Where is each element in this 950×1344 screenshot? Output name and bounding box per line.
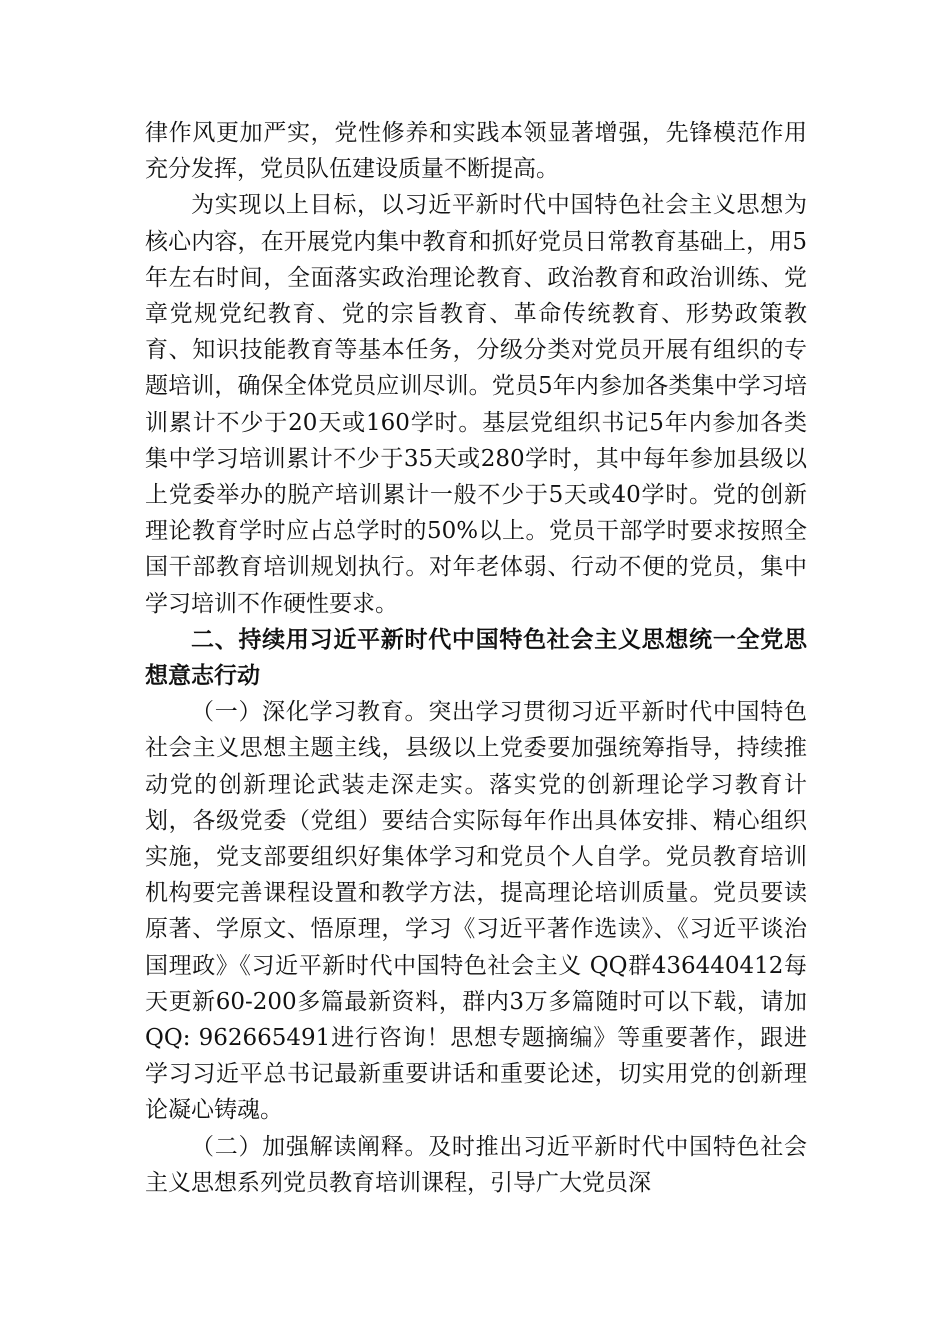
paragraph-interpretation: （二）加强解读阐释。及时推出习近平新时代中国特色社会主义思想系列党员教育培训课程，引导广大党员深: [145, 1133, 807, 1196]
section-heading-2: 二、持续用习近平新时代中国特色社会主义思想统一全党思想意志行动: [145, 626, 807, 690]
document-body: [145, 115, 807, 1201]
paragraph-goals: 为实现以上目标，以习近平新时代中国特色社会主义思想为核心内容，在开展党内集中教育和抓好党员日常教育基础上，用5年左右时间，全面落实政治理论教育、政治教育和政治训练、党章党规党纪教育、党的宗旨教育、革命传统教育、形势政策教育、知识技能教育等基本任务，分级分类对党员开展有组织的专题培训，确保全体党员应训尽训。党员5年内参加各类集中学习培训累计不少于20天或160学时。基层党组织书记5年内参加各类集中学习培训累计不少于35天或280学时，其中每年参加县级以上党委举办的脱产培训累计一般不少于5天或40学时。党的创新理论教育学时应占总学时的50%以上。党员干部学时要求按照全国干部教育培训规划执行。对年老体弱、行动不便的党员，集中学习培训不作硬性要求。: [145, 192, 807, 617]
paragraph-deepen-study: （一）深化学习教育。突出学习贯彻习近平新时代中国特色社会主义思想主题主线，县级以上党委要加强统筹指导，持续推动党的创新理论武装走深走实。落实党的创新理论学习教育计划，各级党委（党组）要结合实际每年作出具体安排、精心组织实施，党支部要组织好集体学习和党员个人自学。党员教育培训机构要完善课程设置和教学方法，提高理论培训质量。党员要读原著、学原文、悟原理，学习《习近平著作选读》、《习近平谈治国理政》《习近平新时代中国特色社会主义 QQ群436440412每天更新60-200多篇最新资料，群内3万多篇随时可以下载，请加QQ: 962665491进行咨询！思想专题摘编》等重要著作，跟进学习习近平总书记最新重要讲话和重要论述，切实用党的创新理论凝心铸魂。: [145, 699, 807, 1124]
paragraph-continued: 律作风更加严实，党性修养和实践本领显著增强，先锋模范作用充分发挥，党员队伍建设质量不断提高。: [145, 120, 807, 183]
